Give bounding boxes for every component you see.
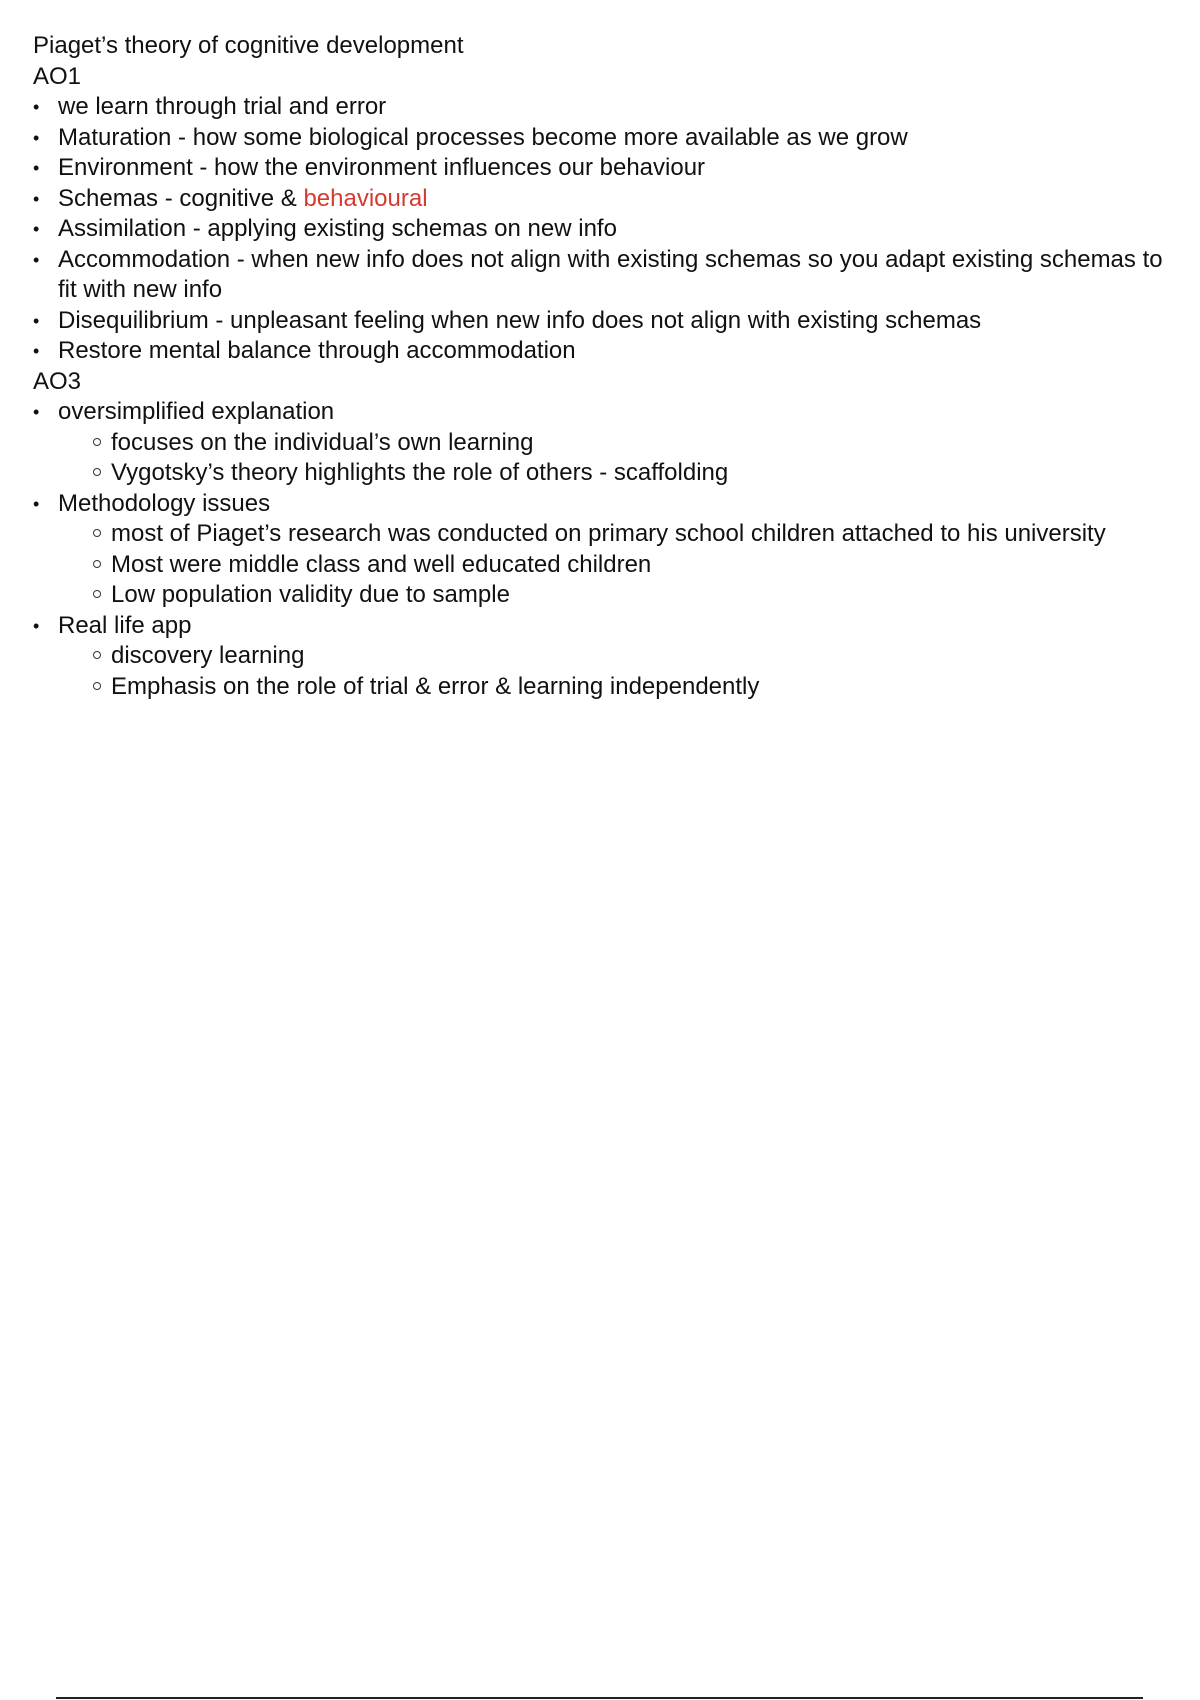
list-item-text: Environment - how the environment influences our behaviour: [58, 154, 706, 181]
hollow-bullet-icon: [93, 529, 101, 537]
sub-list-item: [33, 458, 1193, 489]
sub-list-item: [33, 580, 1193, 611]
list-item-text: Accommodation - when new info does not align with existing schemas so you adapt existing schemas to fit with new info: [58, 245, 1163, 303]
sub-list-item: [33, 428, 1193, 459]
list-item-text: Schemas - cognitive &: [58, 184, 304, 212]
bullet-icon: •: [33, 402, 40, 422]
list-item: [33, 611, 1193, 642]
hollow-bullet-icon: [93, 560, 101, 568]
hollow-bullet-icon: [93, 682, 101, 690]
ao1-heading: AO1: [33, 62, 82, 90]
list-item-text: oversimplified explanation: [58, 398, 335, 425]
bullet-icon: •: [33, 127, 40, 148]
list-item: [33, 245, 1193, 306]
accent-text: behavioural: [303, 184, 428, 212]
list-item: [33, 153, 1193, 184]
bullet-icon: •: [33, 188, 40, 209]
sub-list-item: [33, 550, 1193, 581]
sub-list-item-text: discovery learning: [111, 642, 305, 669]
sub-list-item-text: Low population validity due to sample: [111, 581, 510, 608]
hollow-bullet-icon: [93, 438, 101, 446]
page-title: Piaget’s theory of cognitive development: [33, 32, 464, 59]
sub-list-item: [33, 672, 1193, 703]
sub-list-item-text: Most were middle class and well educated children: [111, 550, 652, 578]
list-item: [33, 336, 1193, 367]
hollow-bullet-icon: [93, 468, 101, 476]
bullet-icon: •: [33, 219, 40, 239]
bullet-icon: •: [33, 249, 40, 270]
sub-list-item: [33, 641, 1193, 672]
list-item: [33, 306, 1193, 337]
list-item-text: Assimilation - applying existing schemas on new info: [58, 215, 617, 242]
bullet-icon: •: [33, 310, 40, 331]
bullet-icon: •: [33, 341, 40, 361]
list-item-text: Maturation - how some biological processes become more available as we grow: [58, 123, 908, 151]
hollow-bullet-icon: [93, 590, 101, 598]
list-item: [33, 184, 1193, 215]
list-item-text: we learn through trial and error: [58, 93, 387, 120]
note-page: [33, 31, 1193, 702]
list-item-text: Methodology issues: [58, 489, 271, 517]
sub-list-item-text: Vygotsky’s theory highlights the role of others - scaffolding: [111, 459, 729, 486]
bullet-icon: •: [33, 615, 40, 636]
list-item-text: Restore mental balance through accommodation: [58, 337, 576, 364]
list-item: [33, 123, 1193, 154]
list-item: [33, 92, 1193, 123]
bullet-icon: •: [33, 158, 40, 178]
list-item: [33, 214, 1193, 245]
hollow-bullet-icon: [93, 651, 101, 659]
page-divider: [56, 1697, 1143, 1699]
list-item-text: Disequilibrium - unpleasant feeling when new info does not align with existing schemas: [58, 306, 982, 334]
sub-list-item-text: Emphasis on the role of trial & error & learning independently: [111, 672, 760, 700]
bullet-icon: •: [33, 493, 40, 514]
sub-list-item-text: most of Piaget’s research was conducted on primary school children attached to his university: [111, 520, 1106, 547]
bullet-icon: •: [33, 97, 40, 117]
list-item-text: Real life app: [58, 611, 192, 639]
ao3-heading: AO3: [33, 367, 82, 395]
list-item: [33, 397, 1193, 428]
list-item: [33, 489, 1193, 520]
sub-list-item-text: focuses on the individual’s own learning: [111, 428, 534, 456]
sub-list-item: [33, 519, 1193, 550]
